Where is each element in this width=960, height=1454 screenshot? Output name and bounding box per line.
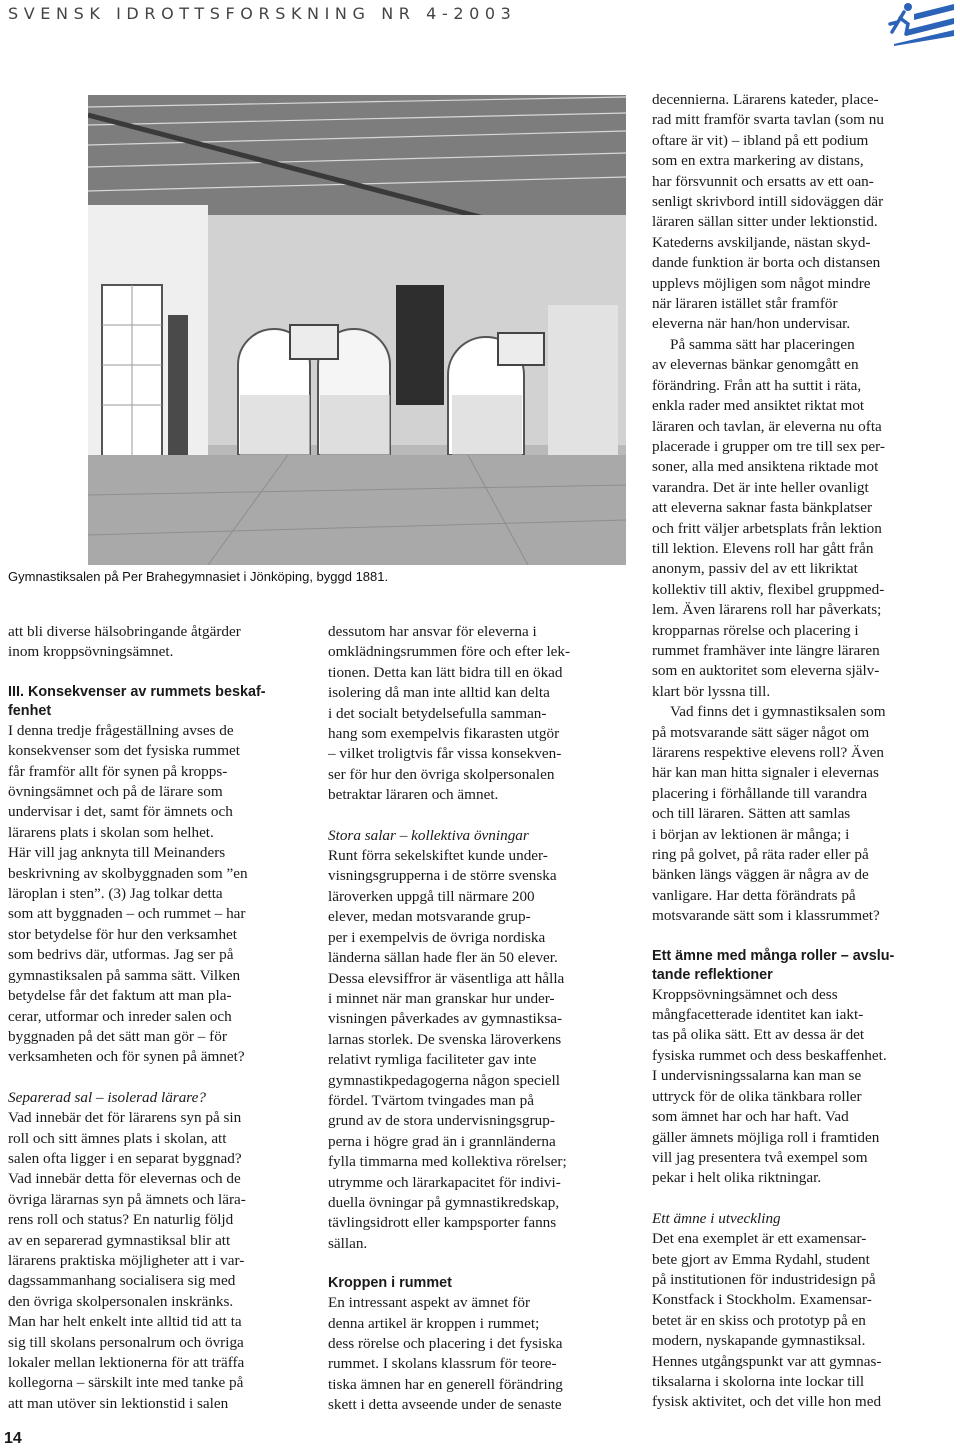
paragraph-separerad-sal: Vad innebär det för lärarens syn på sin roll och sitt ämnes plats i skolan, att salen ofta ligger i en separat byggnad? Vad innebär detta för elevernas och de övriga lärarnas syn på ämnets och lära- rens roll och status? En naturlig följd av en separerad gymnastiksal blir att lärarens praktiska möjligheter att i var- dagssammanhang socialisera sig med den övriga skolpersonalen inskränks. Man har helt enkelt inte alltid tid att ta sig till skolans personalrum och övriga lokaler mellan lektionerna för att träffa kollegorna – särskilt inte med tanke på att man utöver sin lektionstid i salen — [8, 1109, 246, 1412]
section-heading-iii: III. Konsekvenser av rummets beskaf- fenhet — [8, 683, 266, 719]
paragraph-kroppen-i-rummet: En intressant aspekt av ämnet för denna artikel är kroppen i rummet; dess rörelse och placering i det fysiska rummet. I skolans klassrum för teore- tiska ämnen har en generell förändring skett i detta avseende under de senaste — [328, 1294, 563, 1414]
paragraph-roller: Kroppsövningsämnet och dess mångfacetterade identitet kan iakt- tas på olika sätt. Ett av dessa är det fysiska rummet och dess beskaffenhet. I undervisningssalarna kan man se uttryck för de olika tänkbara roller som ämnet har och har haft. Vad gäller ämnets möjliga roll i framtiden vill jag presentera två exempel som pekar i helt olika riktningar. — [652, 985, 887, 1187]
heading-kroppen-i-rummet: Kroppen i rummet — [328, 1275, 452, 1292]
heading-avslutande-reflektioner: Ett ämne med många roller – avslu- tande reflektioner — [652, 947, 895, 983]
page-number: 14 — [4, 1430, 22, 1447]
paragraph-isolation: dessutom har ansvar för eleverna i omklädningsrummen före och efter lek- tionen. Detta kan lätt bidra till en ökad isolering då man inte alltid kan delta i det socialt betydelsefulla samman- hang som exempelvis fikarasten utgör – vilket troligtvis får vissa konsekven- ser för hur den övriga skolpersonalen betraktar läraren och ämnet. — [328, 623, 571, 804]
paragraph-gymnastiksalen: Vad finns det i gymnastiksalen som på motsvarande sätt säger något om lärarens respektive elevens roll? Även här kan man hitta signaler i elevernas placering i förhållande till varandra och till läraren. Sätten att samlas i början av lektionen är många; i ring på golvet, på räta rader eller på bänken längs väggen är några av de vanligare. Har detta förändrats på motsvarande sätt som i klassrummet? — [652, 703, 886, 925]
subheading-stora-salar: Stora salar – kollektiva övningar — [328, 826, 529, 844]
paragraph-examensarbete: Det ena exemplet är ett examensar- bete gjort av Emma Rydahl, student på institutionen för industridesign på Konstfack i Stockholm. Examensar- betet är en skiss och prototyp på en modern, nyskapande gymnastiksal. Hennes utgångspunkt var att gymnas- tiksalarna i skolorna inte lockar till fysisk aktivitet, och det ville hon med — [652, 1230, 882, 1411]
paragraph-kateder: decennierna. Lärarens kateder, place- rad mitt framför svarta tavlan (som nu oftare är vit) – ibland på ett podium som en extra markering av distans, har försvunnit och ersatts av ett oan- senligt skrivbord intill sidoväggen där läraren sällan sitter under lektionstid. Katederns avskiljande, nästan skyd- dande funktion är borta och distansen upplevs möjligen som något mindre när läraren istället står framför eleverna när han/hon undervisar. — [652, 91, 884, 333]
subheading-separerad-sal: Separerad sal – isolerad lärare? — [8, 1088, 206, 1106]
paragraph-stora-salar: Runt förra sekelskiftet kunde under- visningsgrupperna i de större svenska läroverken uppgå till närmare 200 elever, medan motsvarande grup- per i exempelvis de övriga nordiska länderna sällan hade fler än 50 elever. Dessa elevsiffror är väsentliga att hålla i minnet när man granskar hur under- visningen påverkades av gymnastiksa- larnas storlek. De svenska läroverkens relativt rymliga faciliteter gav inte gymnastikpedagogerna någon speciell fördel. Tvärtom tvingades man på grund av de stora undervisningsgrup- perna i högre grad än i grannländerna fylla timmarna med kollektiva rörelser; utrymme och lärarkapacitet för indivi- duella övningar på gymnastikredskap, tävlingsidrott eller kampsporter fanns sällan. — [328, 847, 567, 1252]
photo-caption: Gymnastiksalen på Per Brahegymnasiet i Jönköping, byggd 1881. — [8, 569, 389, 584]
paragraph-bankar: På samma sätt har placeringen av elevernas bänkar genomgått en förändring. Från att ha suttit i räta, enkla rader med ansiktet riktat mot läraren och tavlan, är eleverna nu ofta placerade i grupper om tre till sex per- soner, alla med ansiktena riktade mot varandra. Det är inte heller ovanligt att eleverna saknar fasta bänkplatser och fritt väljer arbetsplats från lektion till lektion. Elevens roll har gått från anonym, passiv del av ett likriktat kollektiv till aktiv, flexibel gruppmed- lem. Även lärarens roll har påverkats; kropparnas rörelse och placering i rummet framhäver inte längre läraren som en auktoritet som eleverna själv- klart bör lyssna till. — [652, 335, 885, 700]
paragraph-intro-continuation — [8, 622, 306, 663]
text-line: inom kroppsövningsämnet. — [8, 643, 174, 661]
text-line: att bli diverse hälsobringande åtgärder — [8, 623, 241, 640]
paragraph-consequences: I denna tredje frågeställning avses de konsekvenser som det fysiska rummet får framför allt för synen på kropps- övningsämnet och på de lärare som undervisar i det, samt för ämnets och lärarens plats i skolan som helhet. Här vill jag anknyta till Meinanders beskrivning av skolbyggnaden som ”en läroplan i sten”. (3) Jag tolkar detta som att byggnaden – och rummet – har stor betydelse för hur den verksamhet som bedrivs där, utformas. Jag ser på gymnastiksalen på samma sätt. Vilken betydelse får det faktum att man pla- cerar, utformar och inreder salen och byggnaden på det sätt man gör – för verksamheten och för synen på ämnet? — [8, 721, 248, 1066]
gymnasium-photo — [88, 95, 626, 565]
article-column-3 — [652, 90, 952, 1413]
journal-header: SVENSK IDROTTSFORSKNING NR 4-2003 — [8, 4, 517, 23]
subheading-ett-amne-i-utveckling: Ett ämne i utveckling — [652, 1209, 781, 1227]
article-column-2 — [328, 622, 632, 1416]
article-column-1 — [8, 622, 306, 1414]
journal-logo-icon — [884, 0, 954, 46]
